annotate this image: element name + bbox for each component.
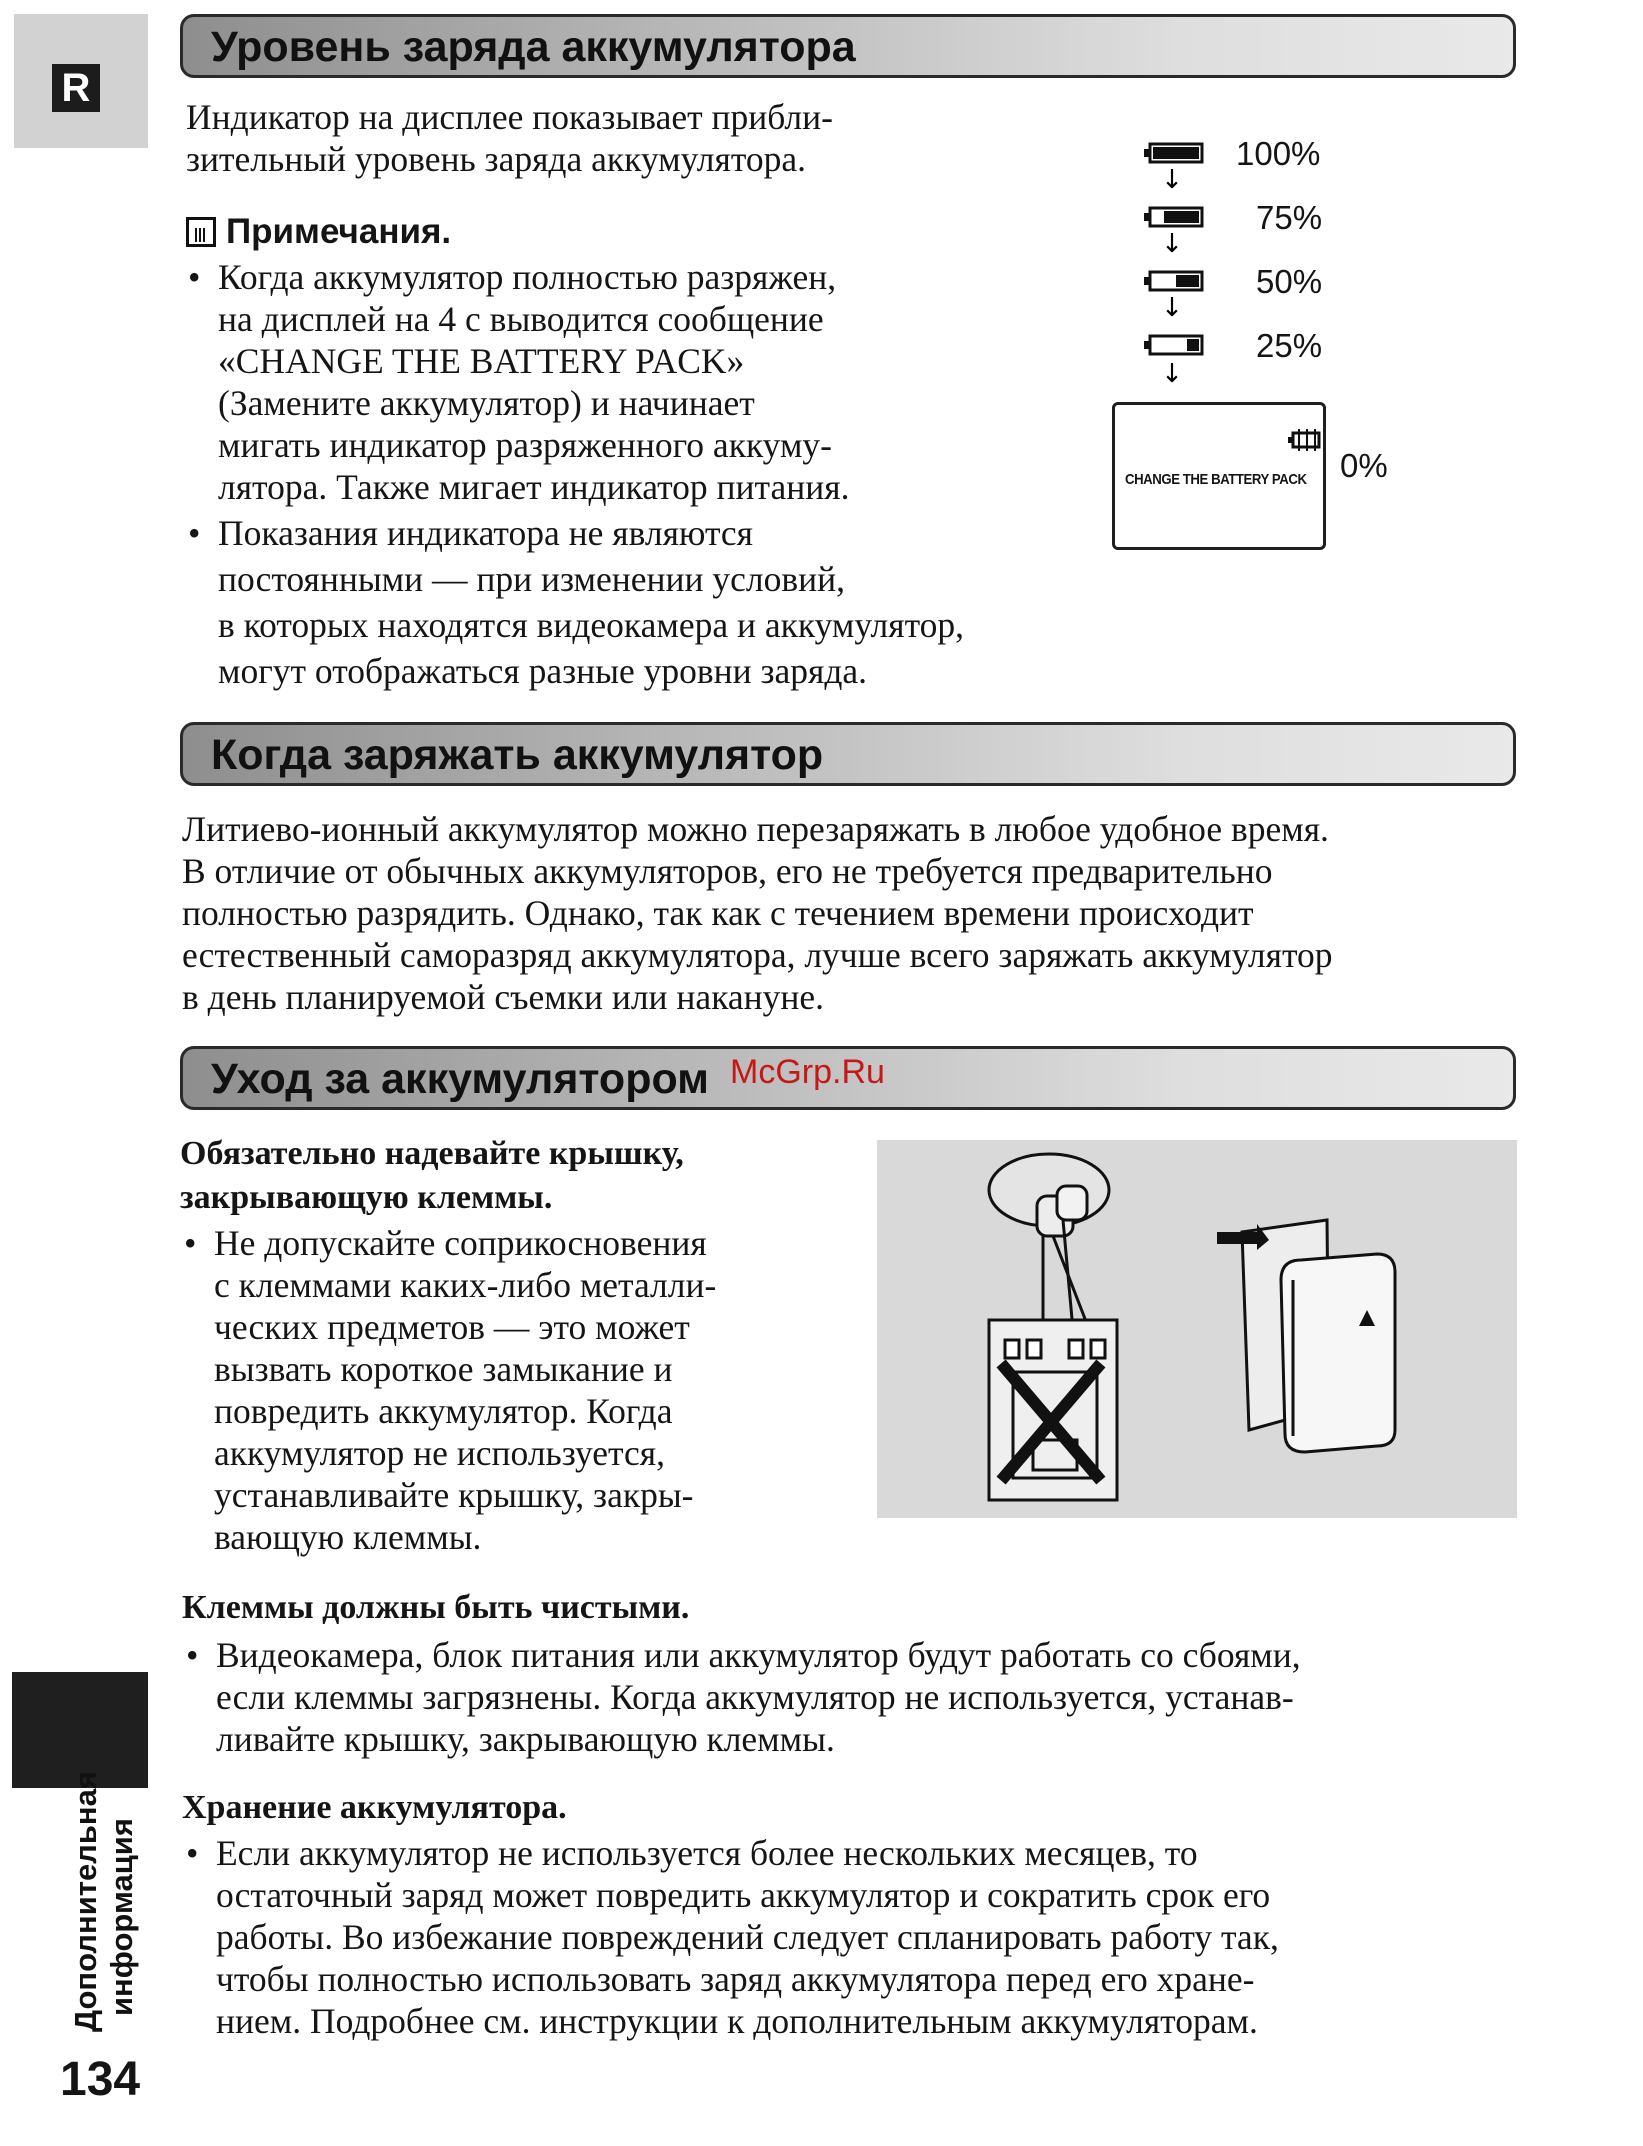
battery-level-intro <box>186 96 833 180</box>
note-line: лятора. Также мигает индикатор питания. <box>218 467 850 507</box>
bullet-line: устанавливайте крышку, закры- <box>214 1475 694 1515</box>
battery-100-icon <box>1144 144 1202 162</box>
body-line: естественный саморазряд аккумулятора, лучше всего заряжать аккумулятор <box>182 935 1333 975</box>
section-title: Уровень заряда аккумулятора <box>211 23 856 71</box>
bullet-line: ческих предметов — это может <box>214 1307 690 1347</box>
bullet-line: аккумулятор не используется, <box>214 1433 665 1473</box>
bullet-line: работы. Во избежание повреждений следует спланировать работу так, <box>216 1917 1279 1957</box>
bullet-dot: • <box>188 257 201 297</box>
body-line: Литиево-ионный аккумулятор можно перезаряжать в любое удобное время. <box>182 809 1329 849</box>
cover-bullet <box>184 1222 717 1558</box>
battery-fill <box>1153 147 1199 159</box>
bullet-dot: • <box>186 1833 199 1873</box>
when-to-charge-body <box>182 808 1333 1018</box>
lcd-screen <box>1112 402 1326 550</box>
bullet-line: с клеммами каких-либо металли- <box>214 1265 717 1305</box>
section-header-when-to-charge <box>180 722 1516 786</box>
bullet-line: если клеммы загрязнены. Когда аккумулятор не используется, устанав- <box>216 1677 1294 1717</box>
cover-subheading <box>180 1132 684 1220</box>
bullet-line: ливайте крышку, закрывающую клеммы. <box>216 1719 835 1759</box>
caption-line: информация <box>104 1818 139 2016</box>
note-line: «CHANGE THE BATTERY PACK» <box>218 341 745 381</box>
intro-line: зительный уровень заряда аккумулятора. <box>186 139 807 179</box>
battery-fill <box>1164 211 1199 223</box>
battery-25-icon <box>1144 336 1202 354</box>
watermark: McGrp.Ru <box>730 1053 885 1091</box>
note-line: Когда аккумулятор полностью разряжен, <box>218 257 837 297</box>
section-caption <box>68 1672 148 2032</box>
page-number: 134 <box>60 2053 141 2106</box>
down-arrow-icon: ↓ <box>1161 165 1183 195</box>
bullet-line: вызвать короткое замыкание и <box>214 1349 673 1389</box>
bullet-line: нием. Подробнее см. инструкции к дополнительным аккумуляторам. <box>216 2001 1258 2041</box>
note-bullet-1 <box>188 256 850 508</box>
section-title: Когда заряжать аккумулятор <box>211 731 824 779</box>
note-line: в которых находятся видеокамера и аккумулятор, <box>218 605 964 645</box>
subheading-line: закрывающую клеммы. <box>180 1179 553 1216</box>
note-line: мигать индикатор разряженного аккуму- <box>218 425 833 465</box>
down-arrow-icon: ↓ <box>1161 359 1183 389</box>
caption-line: Дополнительная <box>68 1771 103 2032</box>
lcd-message: CHANGE THE BATTERY PACK <box>1125 471 1307 488</box>
battery-level-label: 100% <box>1236 135 1321 172</box>
bullet-line: чтобы полностью использовать заряд аккумулятора перед его хране- <box>216 1959 1255 1999</box>
terminal-cover-illustration <box>877 1140 1517 1518</box>
storage-bullet <box>186 1832 1279 2042</box>
subheading-line: Обязательно надевайте крышку, <box>180 1135 684 1172</box>
section-title: Уход за аккумулятором <box>211 1055 709 1103</box>
section-letter: R <box>52 64 100 112</box>
storage-subheading: Хранение аккумулятора. <box>182 1789 567 1826</box>
note-line: Показания индикатора не являются <box>218 513 753 553</box>
bullet-line: Видеокамера, блок питания или аккумулятор будут работать со сбоями, <box>216 1635 1301 1675</box>
down-arrow-icon: ↓ <box>1161 229 1183 259</box>
note-line: постоянными — при изменении условий, <box>218 559 845 599</box>
section-header-battery-level <box>180 14 1516 78</box>
battery-75-icon <box>1144 208 1202 226</box>
bullet-line: повредить аккумулятор. Когда <box>214 1391 673 1431</box>
battery-level-label: 25% <box>1256 327 1323 364</box>
battery-empty-label: 0% <box>1340 447 1388 484</box>
note-line: на дисплей на 4 с выводится сообщение <box>218 299 824 339</box>
clean-subheading: Клеммы должны быть чистыми. <box>182 1589 690 1626</box>
body-line: полностью разрядить. Однако, так как с течением времени происходит <box>182 893 1254 933</box>
empty-battery-icon <box>1287 429 1321 451</box>
note-line: (Замените аккумулятор) и начинает <box>218 383 755 423</box>
bullet-line: Если аккумулятор не используется более нескольких месяцев, то <box>216 1833 1198 1873</box>
battery-50-icon <box>1144 272 1202 290</box>
battery-fill <box>1176 275 1199 287</box>
clean-bullet <box>186 1634 1301 1760</box>
battery-level-label: 75% <box>1256 199 1323 236</box>
bullet-dot: • <box>184 1223 197 1263</box>
note-icon <box>186 217 216 247</box>
battery-level-label: 50% <box>1256 263 1323 300</box>
notes-heading <box>186 210 451 254</box>
note-bullet-2 <box>188 510 964 694</box>
battery-fill <box>1187 339 1199 351</box>
note-line: могут отображаться разные уровни заряда. <box>218 651 868 691</box>
bullet-line: Не допускайте соприкосновения <box>214 1223 707 1263</box>
battery-indicator-diagram <box>1136 130 1236 400</box>
bullet-line: остаточный заряд может повредить аккумулятор и сократить срок его <box>216 1875 1271 1915</box>
intro-line: Индикатор на дисплее показывает прибли- <box>186 97 833 137</box>
body-line: В отличие от обычных аккумуляторов, его не требуется предварительно <box>182 851 1273 891</box>
notes-heading-text: Примечания. <box>226 212 452 251</box>
body-line: в день планируемой съемки или накануне. <box>182 977 825 1017</box>
bullet-dot: • <box>186 1635 199 1675</box>
section-marker <box>14 14 148 148</box>
bullet-line: вающую клеммы. <box>214 1517 482 1557</box>
bullet-dot: • <box>188 513 201 553</box>
down-arrow-icon: ↓ <box>1161 293 1183 323</box>
